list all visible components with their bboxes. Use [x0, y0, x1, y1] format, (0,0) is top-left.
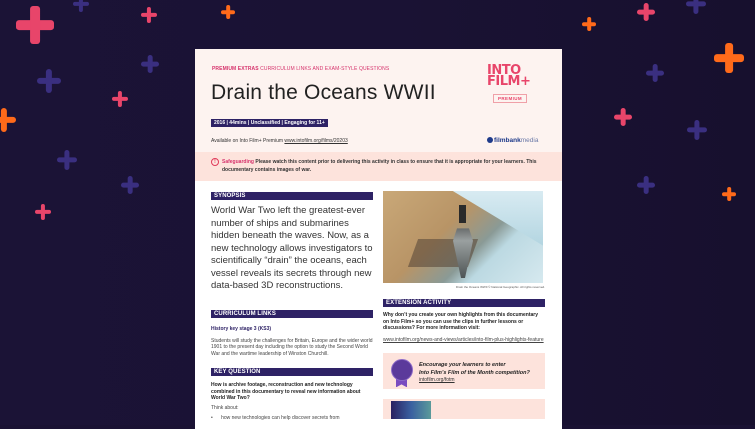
promo-link[interactable]: intofilm.org/fotm [419, 377, 455, 384]
filmbank-icon [487, 137, 493, 143]
film-link[interactable]: www.intofilm.org/films/20203 [284, 138, 348, 144]
key-question-text: How is archive footage, reconstruction and new technology combined in this documentary to reveal new information about World War Two? [211, 382, 361, 402]
plus-icon [614, 108, 632, 126]
logo-line-1: INTO [487, 63, 521, 78]
secondary-promo [383, 399, 545, 419]
bullet-item: • how new technologies can help discover secrets from [211, 414, 340, 421]
promo-line-1: Encourage your learners to enter [419, 362, 506, 369]
extension-heading: EXTENSION ACTIVITY [383, 299, 545, 307]
safeguarding-label: Safeguarding [222, 159, 254, 165]
safeguarding-body: Please watch this content prior to delivering this activity in class to ensure that it is appropriate for your learners. This documentary contains images of war. [222, 159, 537, 173]
plus-icon [687, 120, 707, 140]
filmbank-logo [487, 137, 538, 144]
image-caption: Drain the Oceans WWII © National Geographic. All rights reserved. [455, 285, 545, 289]
film-still-image [383, 191, 543, 283]
promo-line-2: Into Film’s Film of the Month competition? [419, 369, 530, 376]
curriculum-subheading: History key stage 3 (KS3) [211, 325, 272, 332]
kicker [212, 66, 389, 72]
plus-icon [112, 91, 128, 107]
plus-icon [121, 176, 139, 194]
left-column [211, 192, 373, 421]
plus-icon [37, 69, 61, 93]
plus-icon [646, 64, 664, 82]
image-ship-tower [459, 205, 466, 223]
filmbank-suffix: media [520, 137, 539, 144]
availability-line [211, 138, 348, 144]
logo-line-2: FILM+ [487, 74, 531, 89]
think-about-label: Think about: [211, 405, 239, 412]
image-ship [453, 216, 473, 278]
key-question-heading: KEY QUESTION [211, 368, 373, 376]
alert-icon: ! [211, 158, 219, 166]
safeguarding-text [222, 158, 554, 174]
synopsis-heading: SYNOPSIS [211, 192, 373, 200]
filmbank-brand: filmbank [494, 137, 521, 144]
fotm-promo [383, 353, 545, 389]
film-of-the-month-badge-icon [391, 359, 413, 381]
plus-icon [686, 0, 706, 14]
synopsis-text: World War Two left the greatest-ever number of ships and submarines hidden beneath the waves. Now, as a new technology allows investigators to scientifically “drain” the oceans, each vessel reveals its secrets through new data-based 3D reconstructions. [211, 205, 373, 291]
plus-icon [16, 6, 54, 44]
plus-icon [0, 108, 16, 132]
curriculum-heading: CURRICULUM LINKS [211, 310, 373, 318]
extension-text: Why don’t you create your own highlights from this documentary on Into Film+ so you can use the clips in further lessons or discussions? For more information visit: [383, 312, 539, 332]
plus-icon [714, 43, 744, 73]
promo-text [419, 362, 530, 377]
plus-icon [722, 187, 736, 201]
plus-icon [57, 150, 77, 170]
page-title: Drain the Oceans WWII [211, 81, 436, 104]
premium-badge: PREMIUM [493, 94, 527, 103]
plus-icon [221, 5, 235, 19]
safeguarding-notice [195, 152, 562, 181]
plus-icon [141, 55, 159, 73]
plus-icon [73, 0, 89, 12]
plus-icon [141, 7, 157, 23]
document-header [195, 49, 562, 152]
plus-icon [582, 17, 596, 31]
into-film-logo [487, 65, 539, 105]
bullet-text: how new technologies can help discover secrets from [221, 414, 340, 421]
kicker-rest: CURRICULUM LINKS AND EXAM-STYLE QUESTIONS [258, 66, 390, 72]
plus-icon [35, 204, 51, 220]
extension-link[interactable]: www.intofilm.org/news-and-views/articles/into-film-plus-highlights-feature [383, 336, 544, 343]
plus-icon [637, 3, 655, 21]
kicker-bold: PREMIUM EXTRAS [212, 66, 259, 72]
bullet-list [211, 415, 373, 421]
promo-thumbnails [391, 401, 431, 419]
right-column [383, 191, 545, 419]
document-page [195, 49, 562, 429]
plus-icon [637, 176, 655, 194]
curriculum-text: Students will study the challenges for Britain, Europe and the wider world 1901 to the present day including the option to study the Second World War and the wartime leadership of Winston Churchill. [211, 337, 373, 357]
availability-label: Available on Into Film+ Premium [211, 138, 285, 144]
film-meta-badge: 2016 | 44mins | Unclassified | Engaging for 11+ [211, 119, 328, 127]
